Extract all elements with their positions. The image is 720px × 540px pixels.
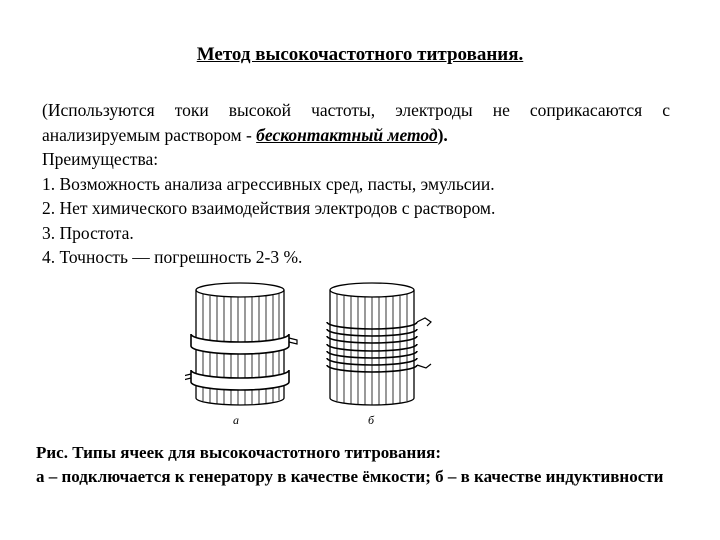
intro-emphasis: бесконтактный метод — [256, 124, 438, 145]
caption-line-1: Рис. Типы ячеек для высокочастотного титрования: — [36, 443, 441, 462]
main-text — [42, 98, 670, 270]
advantage-item: 3. Простота. — [42, 222, 134, 243]
cell-a-drawing — [185, 283, 297, 405]
advantage-item: 1. Возможность анализа агрессивных сред, пасты, эмульсии. — [42, 173, 495, 194]
caption-line-2: а – подключается к генератору в качестве ёмкости; б – в качестве индуктивности — [36, 467, 664, 486]
advantages-heading: Преимущества: — [42, 149, 159, 169]
intro-paragraph — [42, 98, 670, 147]
cell-b-label: б — [368, 413, 375, 427]
cell-a-label: а — [233, 413, 239, 427]
titration-cells-figure — [185, 278, 455, 428]
advantage-item: 4. Точность — погрешность 2-3 %. — [42, 247, 303, 267]
intro-tail: ). — [437, 124, 448, 145]
advantage-item: 2. Нет химического взаимодействия электродов с раствором. — [42, 198, 496, 218]
intro-text: (Используются токи высокой частоты, электроды не соприкасаются с анализируемым раствором - — [42, 100, 670, 145]
figure-caption — [36, 441, 676, 489]
page-title: Метод высокочастотного титрования. — [196, 44, 524, 65]
cell-b-drawing — [327, 283, 431, 405]
